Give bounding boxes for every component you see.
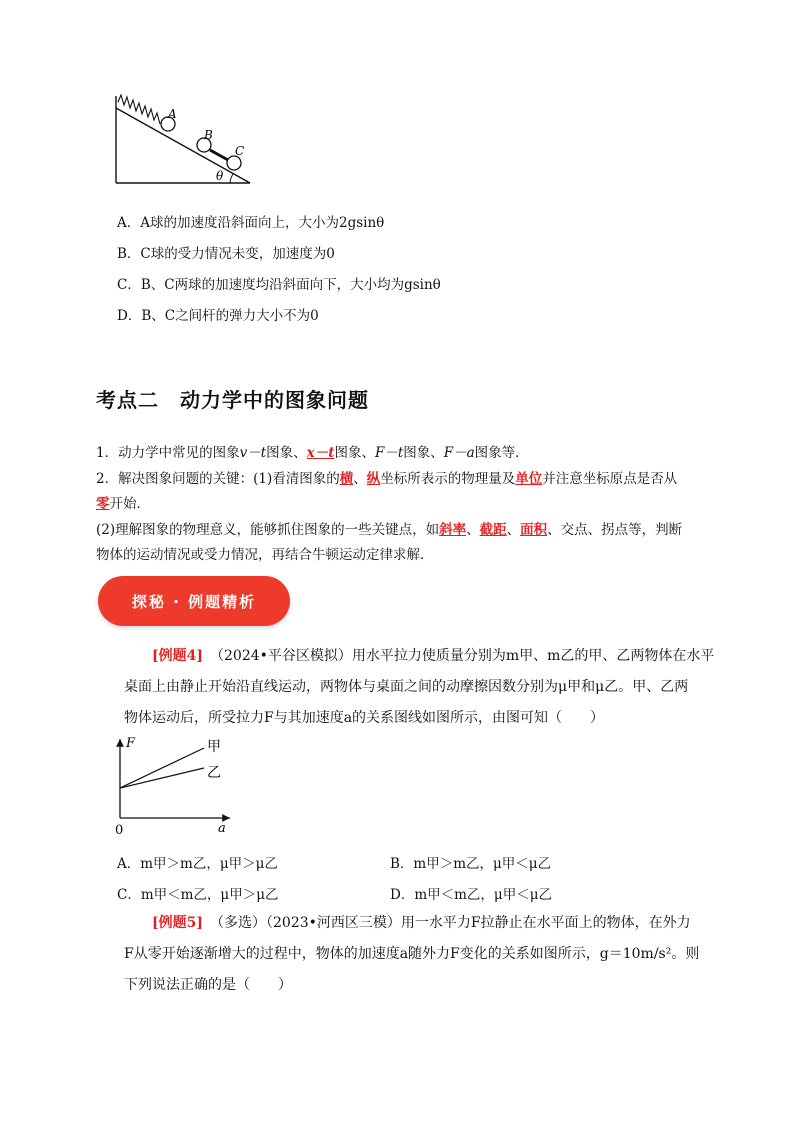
label-a: A <box>168 107 177 121</box>
example4-line3: 物体运动后，所受拉力F与其加速度a的关系图线如图所示，由图可知（ ） <box>124 710 605 726</box>
section-title: 考点二 动力学中的图象问题 <box>96 388 369 412</box>
example5-label: [例题5] <box>152 915 203 931</box>
example4-line1: [例题4] （2024•平谷区模拟）用水平拉力使质量分别为m甲、m乙的甲、乙两物体在水平 <box>152 648 715 664</box>
axis-label-f: F <box>126 736 136 751</box>
example-banner: 探秘 · 例题精析 <box>98 576 290 626</box>
ex4-option-a[interactable]: A．m甲＞m乙，μ甲＞μ乙 <box>117 856 278 872</box>
option-c[interactable]: C．B、C两球的加速度均沿斜面向下，大小均为gsinθ <box>117 277 441 293</box>
line-jia <box>120 748 204 788</box>
line-yi <box>120 768 204 788</box>
option-d[interactable]: D．B、C之间杆的弹力大小不为0 <box>117 308 319 324</box>
option-b[interactable]: B．C球的受力情况未变，加速度为0 <box>117 246 335 262</box>
incline-figure <box>110 92 260 188</box>
origin-label: 0 <box>115 823 124 837</box>
ex4-option-b[interactable]: B．m甲＞m乙，μ甲＜μ乙 <box>390 856 552 872</box>
example4-label: [例题4] <box>152 648 203 664</box>
label-yi: 乙 <box>207 765 221 781</box>
axis-label-a: a <box>218 821 226 836</box>
point-3-line2: 物体的运动情况或受力情况，再结合牛顿运动定律求解． <box>96 547 434 563</box>
point-2-line1: 2．解决图象问题的关键：(1)看清图象的横、纵坐标所表示的物理量及单位并注意坐标原点是否从 <box>96 471 678 487</box>
example5-line1: [例题5] （多选）（2023•河西区三模）用一水平力F拉静止在水平面上的物体，在外力 <box>152 915 691 931</box>
point-2-line2: 零开始． <box>96 496 150 512</box>
example4-line2: 桌面上由静止开始沿直线运动，两物体与桌面之间的动摩擦因数分别为μ甲和μ乙。甲、乙两 <box>124 679 689 695</box>
example5-line3: 下列说法正确的是（ ） <box>124 977 292 993</box>
option-a[interactable]: A．A球的加速度沿斜面向上，大小为2gsinθ <box>117 215 385 231</box>
point-1: 1．动力学中常见的图象v－t图象、x－t图象、F－t图象、F－a图象等． <box>96 445 529 461</box>
ex4-option-d[interactable]: D．m甲＜m乙，μ甲＜μ乙 <box>390 887 552 903</box>
label-b: B <box>204 128 213 142</box>
example5-line2: F从零开始逐渐增大的过程中，物体的加速度a随外力F变化的关系如图所示，g＝10m/s²。则 <box>124 946 700 962</box>
label-c: C <box>235 144 245 158</box>
fa-graph <box>108 733 238 837</box>
ball-c <box>227 156 241 170</box>
point-3-line1: (2)理解图象的物理意义，能够抓住图象的一些关键点，如斜率、截距、面积、交点、拐点等，判断 <box>96 522 683 538</box>
ex4-option-c[interactable]: C．m甲＜m乙，μ甲＞μ乙 <box>117 887 279 903</box>
label-jia: 甲 <box>207 739 221 755</box>
label-theta: θ <box>216 169 224 183</box>
